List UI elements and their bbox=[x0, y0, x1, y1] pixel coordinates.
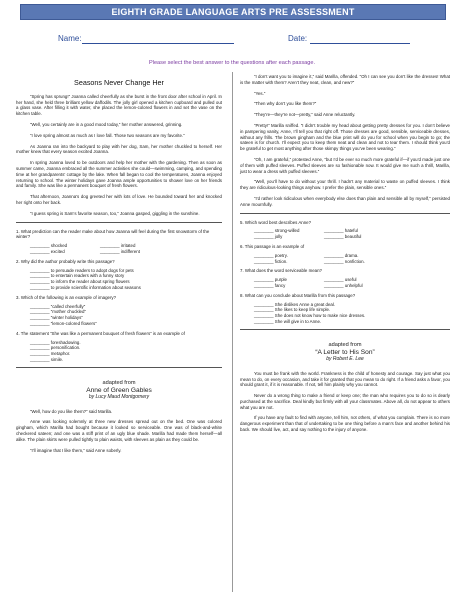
date-label: Date: bbox=[288, 34, 308, 43]
question-2: 2. Why did the author probably write this passage? bbox=[16, 258, 115, 264]
question-3-options bbox=[30, 304, 222, 327]
paragraph: “Well, you’ll have to do without your thrill. I hadn’t any material to waste on puffed sleeves. I think they are ridiculous-looking things anyhow. I prefer the plain, sensible ones.” bbox=[240, 179, 450, 191]
instructions: Please select the best answer to the questions after each passage. bbox=[148, 60, 316, 66]
answer-option[interactable]: _____ strong-willed bbox=[254, 228, 324, 234]
question-4: 4. The statement “She was like a permanent bouquet of fresh flowers” is an example of bbox=[16, 330, 185, 336]
answer-option[interactable]: _____ “mother chuckled” bbox=[30, 309, 222, 315]
page-title: EIGHTH GRADE LANGUAGE ARTS PRE ASSESSMENT bbox=[111, 7, 355, 17]
name-label: Name: bbox=[58, 34, 82, 43]
source-author: by Robert E. Lee bbox=[326, 355, 364, 362]
paragraph: Anne was looking solemnly at three new dresses spread out on the bed. One was colored gingham, which Marilla had bought because it looked so serviceable. One was of black-and-white checkered sateen; and one was a stiff print of an ugly blue shade. Marilla had made them herself—all alike. The plain skirts were pulled tightly to plain waists, with sleeves as plain as they could be. bbox=[16, 419, 222, 442]
answer-option[interactable]: _____ poetry. bbox=[254, 253, 324, 259]
answer-option[interactable]: _____ “called cheerfully” bbox=[30, 304, 222, 310]
answer-option[interactable]: _____ fiction. bbox=[254, 259, 324, 265]
story-title: Seasons Never Change Her bbox=[74, 78, 164, 87]
answer-option[interactable]: _____ simile. bbox=[30, 357, 222, 363]
answer-option[interactable]: _____ beautiful bbox=[324, 234, 404, 240]
paragraph: “Then why don’t you like them?” bbox=[254, 101, 317, 107]
paragraph: “I guess spring is Sam’s favorite season, too,” Joanna gasped, giggling in the sunshine. bbox=[30, 210, 200, 216]
paragraph: “Pretty!” Marilla sniffed. “I didn’t trouble my head about getting pretty dresses for you. I don’t believe in pampering vanity, Anne, I’ll tell you that right off. Those dresses are good, sensible, serviceable dresses, without any frills. The brown gingham and the blue print will do you for school when you begin to go; the sateen is for church. I’ll expect you to keep them neat and clean and not to tear them. I should think you’d be grateful to get most anything after those skimpy things you’ve been wearing.” bbox=[240, 122, 450, 152]
name-field[interactable] bbox=[82, 43, 234, 44]
adapted-from-label: adapted from bbox=[102, 379, 136, 386]
answer-option[interactable]: _____ to persuade readers to adopt dogs for pets bbox=[30, 268, 222, 274]
adapted-from-label: adapted from bbox=[328, 341, 362, 348]
answer-option[interactable]: _____ She likes to keep life simple. bbox=[254, 307, 450, 313]
paragraph: “Spring has sprung!” Joanna called cheerfully as she burst in the front door after school in April. In her hand, she held three brilliant yellow daffodils. The jolly girl opened a kitchen cupboard and pulled out a glass vase. After filling it with water, she placed the lemon-colored flowers in and set the vase on the kitchen table. bbox=[16, 93, 222, 117]
answer-option[interactable]: _____ shocked bbox=[30, 243, 100, 249]
answer-option[interactable]: _____ jolly bbox=[254, 234, 324, 240]
answer-option[interactable]: _____ to entertain readers with a funny story bbox=[30, 273, 222, 279]
question-4-options bbox=[30, 340, 222, 363]
source-title: “A Letter to His Son” bbox=[315, 348, 375, 356]
paragraph: In spring Joanna loved to be outdoors and help her mother with the gardening. Then as soon as summer came, Joanna embraced all the summer activities she could—swimming, camping, and spending time at her grandparents’ cottage by the lake. When fall began to cool the temperatures, Joanna enjoyed returning to school. The winter holidays gave Joanna ample opportunities to shower love on her friends and family. She was like a permanent bouquet of fresh flowers. bbox=[16, 160, 222, 189]
paragraph: That afternoon, Joanna’s dog greeted her with lots of love. He bounded toward her and knocked her right onto her back. bbox=[16, 194, 222, 205]
answer-option[interactable]: _____ metaphor. bbox=[30, 351, 222, 357]
answer-option[interactable]: _____ hateful bbox=[324, 228, 404, 234]
answer-option[interactable]: _____ to provide scientific information about seasons bbox=[30, 285, 222, 291]
left-column bbox=[16, 74, 222, 458]
answer-option[interactable]: _____ foreshadowing. bbox=[30, 340, 222, 346]
source-title: Anne of Green Gables bbox=[86, 386, 152, 394]
paragraph: “I don’t want you to imagine it,” said Marilla, offended. “Oh I can see you don’t like the dresses! What is the matter with them? Aren’t they neat, clean, and new?” bbox=[240, 74, 450, 85]
passage-source bbox=[240, 342, 450, 363]
source-author: by Lucy Maud Montgomery bbox=[88, 393, 150, 400]
answer-option[interactable]: _____ “lemon-colored flowers” bbox=[30, 321, 222, 327]
section-rule bbox=[240, 213, 450, 214]
paragraph: If you have any fault to find with anyone, tell him, not others, of what you complain. There is no more dangerous experiment than that of undertaking to be one thing before a man’s face and another behind his back. We should live, act, and say nothing to the injury of anyone. bbox=[240, 415, 450, 433]
section-rule bbox=[16, 222, 222, 223]
question-1-options bbox=[30, 243, 222, 255]
answer-option[interactable]: _____ useful bbox=[324, 277, 404, 283]
question-7-options bbox=[254, 277, 450, 289]
answer-option[interactable]: _____ fancy bbox=[254, 283, 324, 289]
paragraph: “I’d rather look ridiculous when everybody else does than plain and sensible all by myself,” persisted Anne mournfully. bbox=[240, 195, 450, 207]
question-2-options bbox=[30, 268, 222, 291]
answer-option[interactable]: _____ irritated bbox=[100, 243, 180, 249]
question-5-options bbox=[254, 228, 450, 240]
question-3: 3. Which of the following is an example of imagery? bbox=[16, 294, 117, 300]
question-8: 8. What can you conclude about Marilla from this passage? bbox=[240, 292, 356, 298]
answer-option[interactable]: _____ unhelpful bbox=[324, 283, 404, 289]
paragraph: You must be frank with the world. Frankness is the child of honesty and courage. Say just what you mean to do, on every occasion, and take it for granted that you mean to do right. If a friend asks a favor, you should grant it, if it is reasonable. If not, tell him plainly why you cannot. bbox=[240, 370, 450, 388]
date-field[interactable] bbox=[310, 43, 410, 44]
answer-option[interactable]: _____ She will give in to Anne. bbox=[254, 319, 450, 325]
question-8-options bbox=[254, 302, 450, 325]
answer-option[interactable]: _____ She does not know how to make nice dresses. bbox=[254, 313, 450, 319]
answer-option[interactable]: _____ nonfiction. bbox=[324, 259, 404, 265]
answer-option[interactable]: _____ She dislikes Anne a great deal. bbox=[254, 302, 450, 308]
paragraph: “Oh, I am grateful,” protested Anne, “but I’d be ever so much more grateful if—if you’d made just one of them with puffed sleeves. Puffed sleeves are so fashionable now. It would give me such a thrill, Marilla, just to wear a dress with puffed sleeves.” bbox=[240, 156, 450, 174]
paragraph: “Well, how do you like them?” said Marilla. bbox=[30, 408, 113, 414]
answer-option[interactable]: _____ personification. bbox=[30, 345, 222, 351]
section-rule bbox=[16, 367, 222, 368]
question-6-options bbox=[254, 253, 450, 265]
right-column bbox=[240, 74, 450, 438]
answer-option[interactable]: _____ “winter holidays” bbox=[30, 315, 222, 321]
column-divider bbox=[232, 72, 233, 592]
answer-option[interactable]: _____ purple bbox=[254, 277, 324, 283]
answer-option[interactable]: _____ drama. bbox=[324, 253, 404, 259]
answer-option[interactable]: _____ indifferent bbox=[100, 249, 180, 255]
question-1: 1. What prediction can the reader make about how Joanna will feel during the first snowstorm of the winter? bbox=[16, 228, 210, 240]
paragraph: “I love spring almost as much as I love fall. Those two seasons are my favorite.” bbox=[30, 132, 185, 138]
question-5: 5. Which word best describes Anne? bbox=[240, 219, 312, 225]
title-banner bbox=[20, 4, 446, 20]
name-date-row bbox=[58, 34, 438, 46]
answer-option[interactable]: _____ to inform the reader about spring flowers bbox=[30, 279, 222, 285]
paragraph: “I’ll imagine that I like them,” said Anne soberly. bbox=[30, 447, 122, 453]
paragraph: “Well, you certainly are in a good mood today,” her mother answered, grinning. bbox=[30, 121, 183, 127]
paragraph: As Joanna ran into the backyard to play with her dog, Sam, her mother chuckled to herself. Her mother knew that every season excited Joanna. bbox=[16, 143, 222, 155]
question-7: 7. What does the word serviceable mean? bbox=[240, 268, 323, 274]
paragraph: “They’re—they’re not—pretty,” said Anne reluctantly. bbox=[254, 112, 356, 118]
answer-option[interactable]: _____ excited bbox=[30, 249, 100, 255]
paragraph: “Yes.” bbox=[254, 90, 266, 96]
section-rule bbox=[240, 329, 450, 330]
passage-source bbox=[16, 380, 222, 401]
question-6: 6. This passage is an example of bbox=[240, 243, 305, 249]
paragraph: Never do a wrong thing to make a friend or keep one; the man who requires you to do so is dearly purchased at the sacrifice. Deal kindly but firmly with all your classmates. Above all, do not appear to others what you are not. bbox=[240, 393, 450, 410]
